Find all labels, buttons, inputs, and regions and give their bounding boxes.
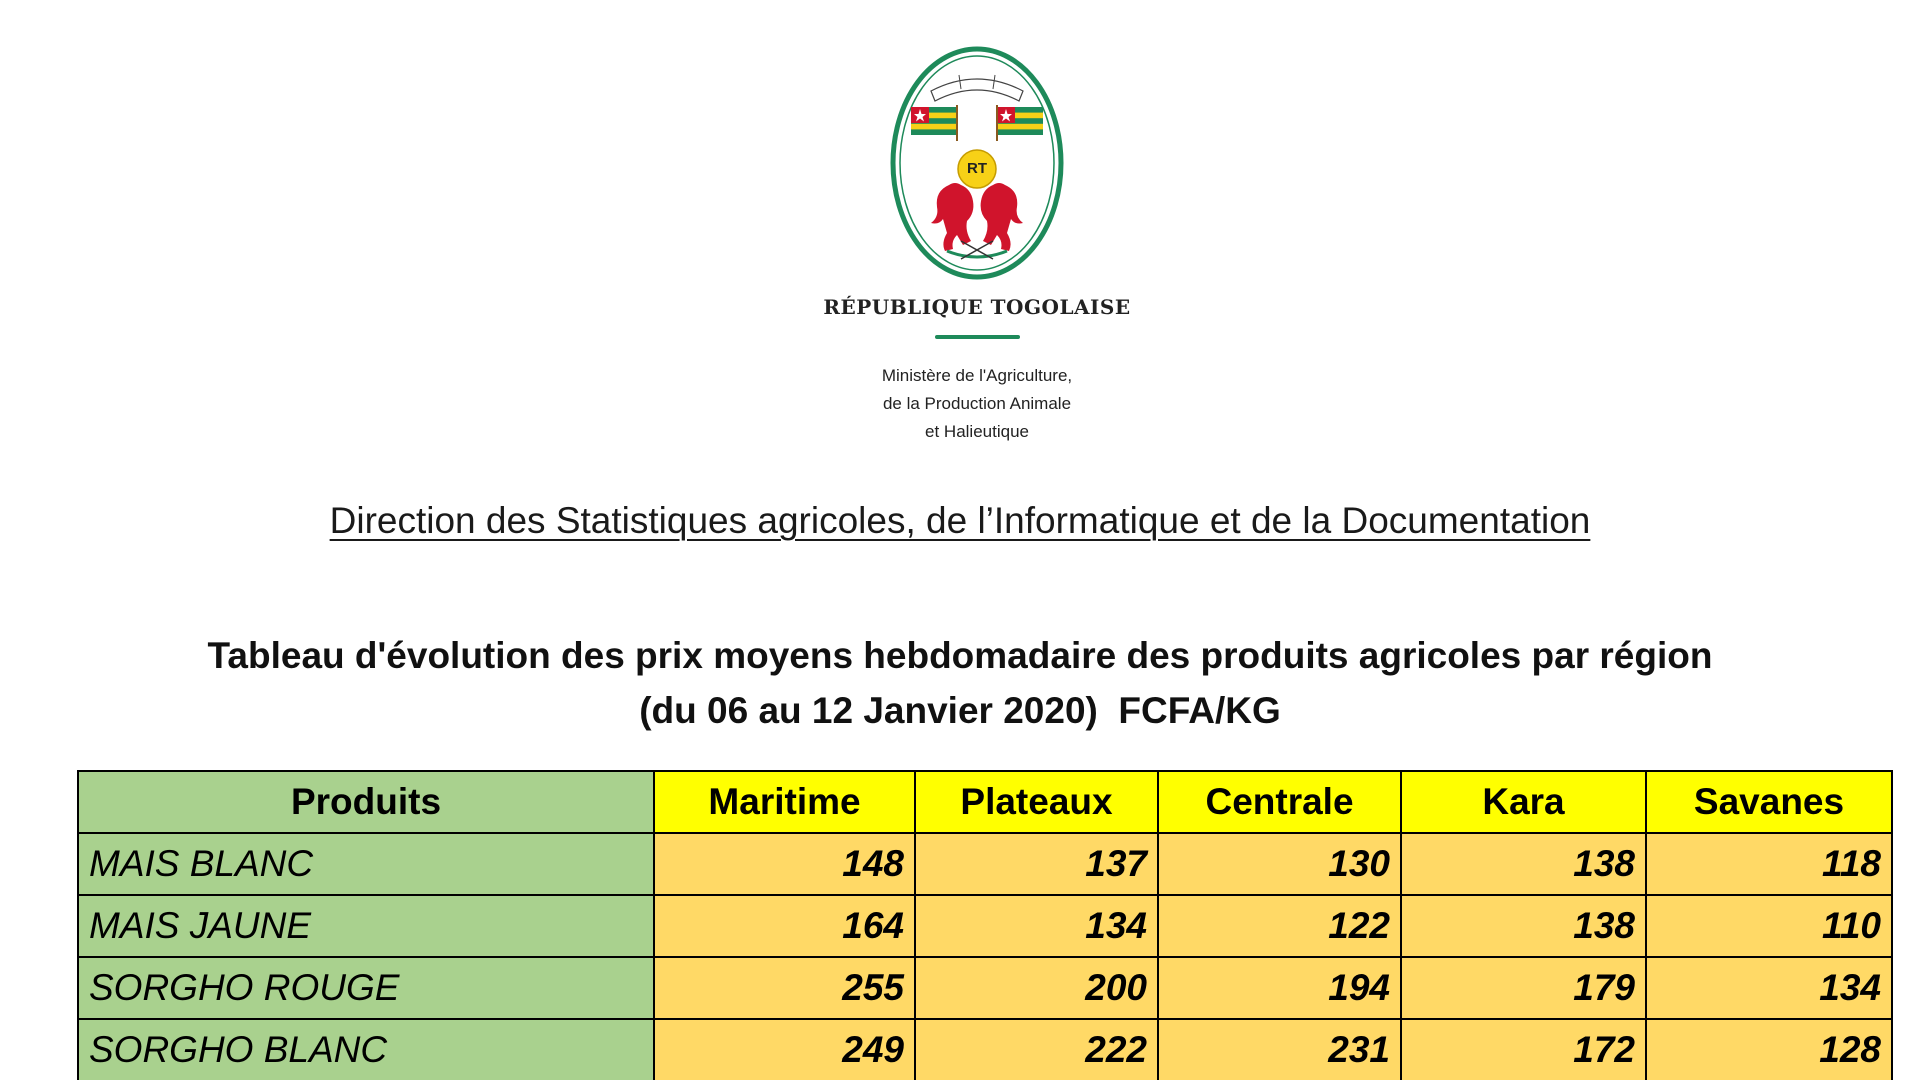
price-savanes: 110	[1646, 895, 1892, 957]
price-kara: 138	[1401, 833, 1646, 895]
table-title	[0, 628, 1920, 738]
table-title-line-1: Tableau d'évolution des prix moyens hebdomadaire des produits agricoles par région	[207, 635, 1713, 676]
price-plateaux: 134	[915, 895, 1158, 957]
direction-heading-text: Direction des Statistiques agricoles, de l’Informatique et de la Documentation	[329, 500, 1591, 541]
column-header-maritime: Maritime	[654, 771, 915, 833]
column-header-produits: Produits	[78, 771, 654, 833]
column-header-plateaux: Plateaux	[915, 771, 1158, 833]
table-row	[78, 895, 1892, 957]
table-header-row	[78, 771, 1892, 833]
price-savanes: 128	[1646, 1019, 1892, 1080]
price-centrale: 231	[1158, 1019, 1401, 1080]
ministry-line-1: Ministère de l'Agriculture,	[881, 366, 1073, 385]
price-plateaux: 200	[915, 957, 1158, 1019]
price-centrale: 122	[1158, 895, 1401, 957]
price-maritime: 255	[654, 957, 915, 1019]
table-row	[78, 833, 1892, 895]
column-header-kara: Kara	[1401, 771, 1646, 833]
column-header-centrale: Centrale	[1158, 771, 1401, 833]
price-kara: 138	[1401, 895, 1646, 957]
table-row	[78, 1019, 1892, 1080]
product-name: MAIS BLANC	[78, 833, 654, 895]
price-maritime: 164	[654, 895, 915, 957]
direction-heading	[0, 500, 1920, 542]
price-centrale: 130	[1158, 833, 1401, 895]
country-divider	[935, 335, 1020, 339]
column-header-savanes: Savanes	[1646, 771, 1892, 833]
price-plateaux: 222	[915, 1019, 1158, 1080]
price-savanes: 134	[1646, 957, 1892, 1019]
price-maritime: 148	[654, 833, 915, 895]
emblem-initials: RT	[967, 160, 987, 177]
ministry-line-2: de la Production Animale	[882, 394, 1072, 413]
product-name: SORGHO ROUGE	[78, 957, 654, 1019]
ministry-name	[760, 362, 1194, 446]
ministry-line-3: et Halieutique	[925, 422, 1029, 441]
price-maritime: 249	[654, 1019, 915, 1080]
price-savanes: 118	[1646, 833, 1892, 895]
product-name: SORGHO BLANC	[78, 1019, 654, 1080]
price-table	[77, 770, 1893, 1080]
price-kara: 179	[1401, 957, 1646, 1019]
product-name: MAIS JAUNE	[78, 895, 654, 957]
price-kara: 172	[1401, 1019, 1646, 1080]
table-title-line-2: (du 06 au 12 Janvier 2020) FCFA/KG	[639, 690, 1281, 731]
price-centrale: 194	[1158, 957, 1401, 1019]
price-plateaux: 137	[915, 833, 1158, 895]
country-name: RÉPUBLIQUE TOGOLAISE	[823, 295, 1131, 319]
table-row	[78, 957, 1892, 1019]
